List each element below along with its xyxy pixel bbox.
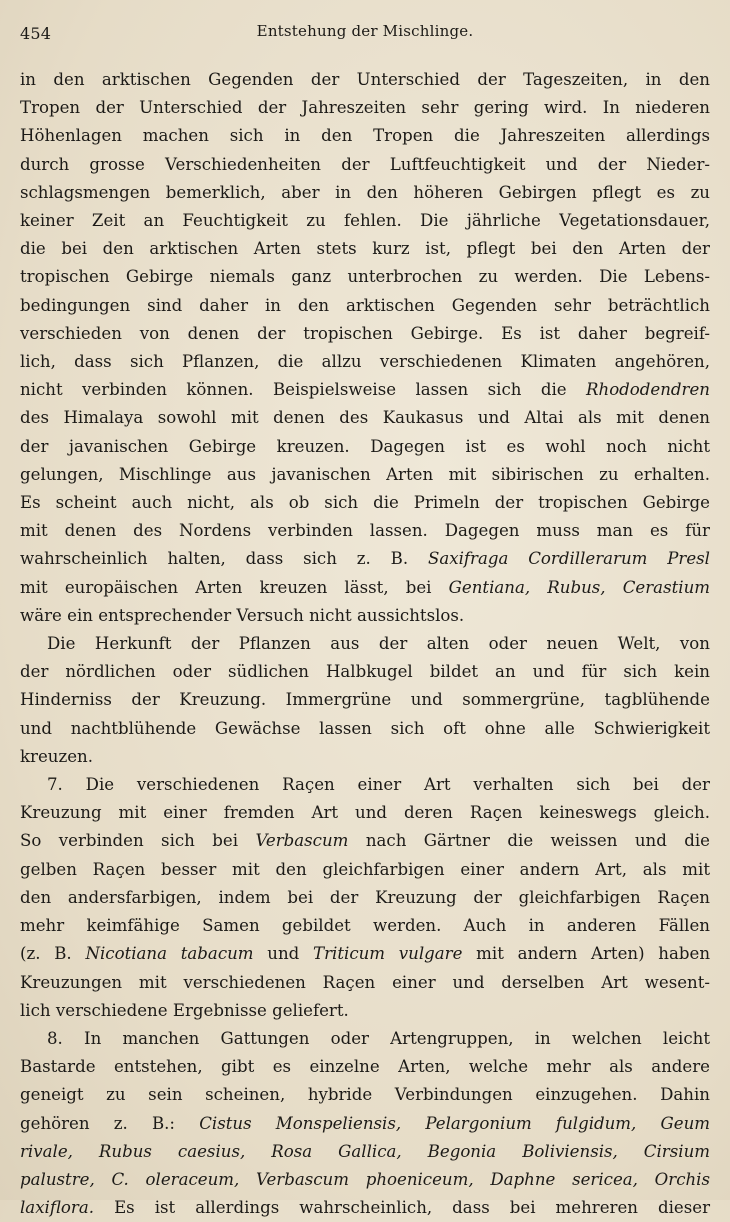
- text-line: verschieden von denen der tropischen Gebirge. Es ist daher begreif-: [20, 323, 710, 343]
- text-line: Kreuzung mit einer fremden Art und deren Raçen keineswegs gleich.: [20, 803, 710, 823]
- text-line: mehr keimfähige Samen gebildet werden. Auch in anderen Fällen: [20, 916, 710, 936]
- italic-taxon: Saxifraga Cordillerarum Presl: [427, 549, 710, 569]
- italic-taxon: Gentiana, Rubus, Cerastium: [448, 577, 710, 597]
- text-line: [20, 1166, 710, 1194]
- text-run: wahrscheinlich halten, dass sich z. B.: [20, 549, 409, 569]
- text-run: nicht verbinden können. Beispielsweise lassen sich die: [20, 380, 567, 400]
- text-line: [20, 376, 710, 404]
- body-text: [20, 66, 710, 1222]
- text-line: schlagsmengen bemerklich, aber in den höheren Gebirgen pflegt es zu: [20, 182, 710, 202]
- text-line: [20, 1138, 710, 1166]
- text-line: der nördlichen oder südlichen Halbkugel bildet an und für sich kein: [20, 662, 710, 682]
- text-line: geneigt zu sein scheinen, hybride Verbindungen einzugehen. Dahin: [20, 1085, 710, 1105]
- text-line: Bastarde entstehen, gibt es einzelne Arten, welche mehr als andere: [20, 1057, 710, 1077]
- text-line: [20, 545, 710, 573]
- text-line: [20, 827, 710, 855]
- text-run: mit europäischen Arten kreuzen lässt, bei: [20, 577, 432, 597]
- paragraph-2: [20, 630, 710, 771]
- text-run: So verbinden sich bei: [20, 831, 239, 851]
- paragraph-4: [20, 1025, 710, 1222]
- paragraph-1: [20, 66, 710, 630]
- text-line: Höhenlagen machen sich in den Tropen die Jahreszeiten allerdings: [20, 126, 710, 146]
- italic-taxon: Cistus Monspeliensis, Pelargonium fulgidum, Geum: [199, 1113, 711, 1133]
- italic-taxon: palustre, C. oleraceum, Verbascum phoeniceum, Daphne sericea, Orchis: [20, 1169, 710, 1189]
- text-line: Die Herkunft der Pflanzen aus der alten oder neuen Welt, von: [47, 634, 710, 654]
- text-line: des Himalaya sowohl mit denen des Kaukasus und Altai als mit denen: [20, 408, 710, 428]
- italic-taxon: laxiflora.: [20, 1198, 95, 1218]
- text-line: und nachtblühende Gewächse lassen sich oft ohne alle Schwierigkeit: [20, 718, 710, 738]
- text-line: lich verschiedene Ergebnisse geliefert.: [20, 1000, 349, 1020]
- text-line: Es scheint auch nicht, als ob sich die Primeln der tropischen Gebirge: [20, 493, 710, 513]
- text-line: 8. In manchen Gattungen oder Artengruppen, in welchen leicht: [47, 1028, 710, 1048]
- text-line: lich, dass sich Pflanzen, die allzu verschiedenen Klimaten angehören,: [20, 352, 710, 372]
- text-line: in den arktischen Gegenden der Unterschied der Tageszeiten, in den: [20, 70, 710, 89]
- paragraph-3: [20, 771, 710, 1025]
- text-line: [20, 574, 710, 602]
- italic-taxon: Verbascum: [255, 831, 349, 851]
- text-line: Tropen der Unterschied der Jahreszeiten sehr gering wird. In niederen: [20, 98, 710, 118]
- text-line: mit denen des Nordens verbinden lassen. Dagegen muss man es für: [20, 521, 710, 541]
- text-line: Hinderniss der Kreuzung. Immergrüne und sommergrüne, tagblühende: [20, 690, 710, 710]
- text-line: bedingungen sind daher in den arktischen Gegenden sehr beträchtlich: [20, 295, 710, 315]
- text-run: mit andern Arten) haben: [476, 944, 711, 964]
- text-line: Kreuzungen mit verschiedenen Raçen einer und derselben Art wesent-: [20, 972, 710, 992]
- italic-taxon: Nicotiana tabacum: [85, 944, 254, 964]
- text-line: [20, 1110, 710, 1138]
- text-run: (z. B.: [20, 944, 72, 964]
- text-line: [20, 1194, 710, 1222]
- text-line: [20, 940, 710, 968]
- text-line: kreuzen.: [20, 746, 94, 766]
- text-line: 7. Die verschiedenen Raçen einer Art verhalten sich bei der: [47, 775, 710, 795]
- page-number: 454: [20, 24, 52, 43]
- running-title: Entstehung der Mischlinge.: [256, 22, 474, 40]
- text-line: tropischen Gebirge niemals ganz unterbrochen zu werden. Die Lebens-: [20, 267, 710, 287]
- text-run: gehören z. B.:: [20, 1113, 176, 1133]
- text-line: der javanischen Gebirge kreuzen. Dagegen ist es wohl noch nicht: [20, 436, 710, 456]
- text-line: gelben Raçen besser mit den gleichfarbigen einer andern Art, als mit: [20, 859, 710, 879]
- italic-taxon: Rhododendren: [586, 380, 710, 400]
- text-run: nach Gärtner die weissen und die: [365, 831, 710, 851]
- italic-taxon: rivale, Rubus caesius, Rosa Gallica, Begonia Boliviensis, Cirsium: [20, 1141, 710, 1161]
- text-line: die bei den arktischen Arten stets kurz ist, pflegt bei den Arten der: [20, 239, 710, 259]
- running-head: [20, 20, 710, 56]
- text-line: durch grosse Verschiedenheiten der Luftfeuchtigkeit und der Nieder-: [20, 154, 710, 174]
- text-run: und: [267, 944, 300, 964]
- italic-taxon: Triticum vulgare: [313, 944, 463, 964]
- text-line: den andersfarbigen, indem bei der Kreuzung der gleichfarbigen Raçen: [20, 887, 710, 907]
- text-run: Es ist allerdings wahrscheinlich, dass bei mehreren dieser: [114, 1198, 710, 1218]
- text-line: keiner Zeit an Feuchtigkeit zu fehlen. Die jährliche Vegetationsdauer,: [20, 211, 710, 231]
- text-line: gelungen, Mischlinge aus javanischen Arten mit sibirischen zu erhalten.: [20, 464, 710, 484]
- text-line: wäre ein entsprechender Versuch nicht aussichtslos.: [20, 605, 465, 625]
